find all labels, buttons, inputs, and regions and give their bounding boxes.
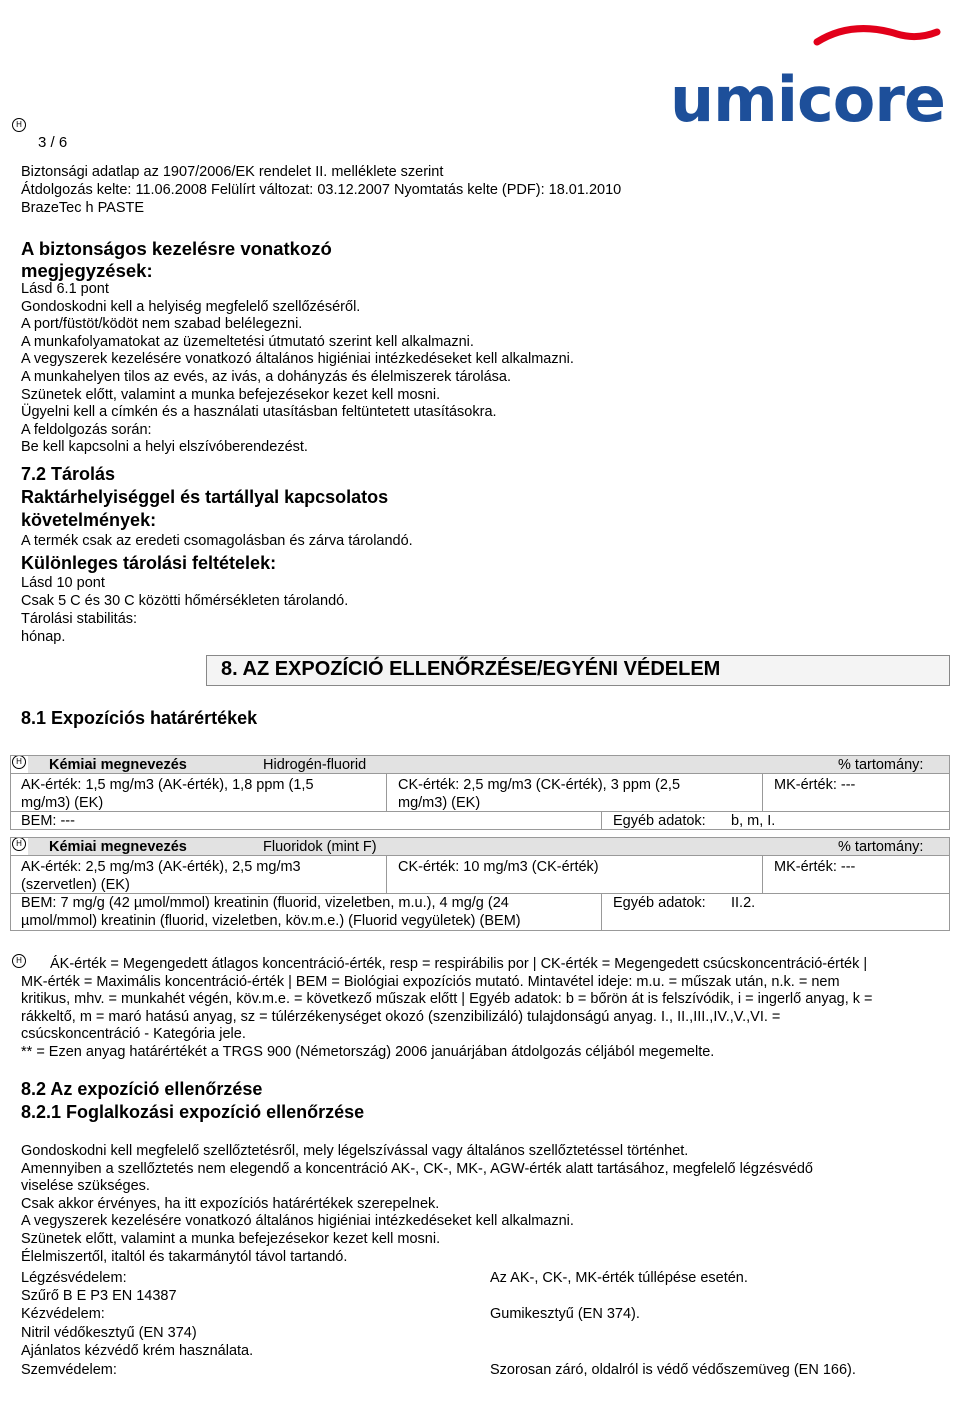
table-2-ak-2: (szervetlen) (EK) xyxy=(21,877,130,893)
handling-title-2: megjegyzések: xyxy=(21,260,153,281)
exposure-line-2: Amennyiben a szellőztetés nem elegendő a koncentráció AK-, CK-, MK-, AGW-érték alatt tartásához, megfelelő légzésvédő xyxy=(21,1160,813,1177)
table-1-egyeb-label: Egyéb adatok: xyxy=(613,813,706,829)
storage-heading: 7.2 Tárolás xyxy=(21,464,116,484)
section-8-title: 8. AZ EXPOZÍCIÓ ELLENŐRZÉSE/EGYÉNI VÉDELEM xyxy=(221,658,721,680)
exposure-line-6: Szünetek előtt, valamint a munka befejezésekor kezet kell mosni. xyxy=(21,1231,441,1247)
header-line-2: Átdolgozás kelte: 11.06.2008 Felülírt változat: 03.12.2007 Nyomtatás kelte (PDF): 18.01.2010 xyxy=(21,182,622,198)
table-2-mk: MK-érték: --- xyxy=(774,859,856,875)
exposure-table-1 xyxy=(10,755,950,830)
h-mark-icon: H xyxy=(12,954,26,968)
handling-line-6: A munkahelyen tilos az evés, az ivás, a dohányzás és élelmiszerek tárolása. xyxy=(21,369,512,385)
respiratory-value: Az AK-, CK-, MK-érték túllépése esetén. xyxy=(490,1270,748,1286)
table-2-label: Kémiai megnevezés xyxy=(49,839,187,855)
respiratory-filter: Szűrő B E P3 EN 14387 xyxy=(21,1288,177,1304)
table-2-egyeb-label: Egyéb adatok: xyxy=(613,895,706,911)
table-2-bem-1: BEM: 7 mg/g (42 µmol/mmol) kreatinin (fluorid, vizeletben, m.u.), 4 mg/g (24 xyxy=(21,895,509,911)
handling-line-8: Ügyelni kell a címkén és a használati utasításban feltüntetett utasításokra. xyxy=(21,404,497,421)
table-1-ck-2: mg/m3) (EK) xyxy=(398,795,481,811)
storage-sub-1b: követelmények: xyxy=(21,510,157,530)
legend-line-6: ** = Ezen anyag határértékét a TRGS 900 (Németország) 2006 januárjában átdolgozás céljából megemelte. xyxy=(21,1044,715,1060)
exposure-line-4: Csak akkor érvényes, ha itt expozíciós határértékek szerepelnek. xyxy=(21,1195,440,1212)
table-1-pct: % tartomány: xyxy=(838,757,924,773)
respiratory-label: Légzésvédelem: xyxy=(21,1270,127,1286)
legend-line-5: csúcskoncentráció - Kategória jele. xyxy=(21,1026,246,1043)
section-8-2-heading: 8.2 Az expozíció ellenőrzése xyxy=(21,1079,263,1099)
table-1-bem: BEM: --- xyxy=(21,813,75,829)
exposure-line-3: viselése szükséges. xyxy=(21,1178,150,1195)
handling-line-4: A munkafolyamatokat az üzemeltetési útmutató szerint kell alkalmazni. xyxy=(21,333,474,350)
handling-line-3: A port/füstöt/ködöt nem szabad belélegezni. xyxy=(21,316,303,333)
logo-wordmark: umicore xyxy=(670,63,945,136)
legend-line-4: rákkeltő, m = maró hatású anyag, sz = túlérzékenységet okozó (szenzibilizáló) tulajdonságú anyag. I., II.,III.,IV.,V.,VI. = xyxy=(21,1008,781,1025)
h-mark-icon: H xyxy=(12,755,26,769)
eye-value: Szorosan záró, oldalról is védő védőszemüveg (EN 166). xyxy=(490,1362,856,1378)
table-2-egyeb-value: II.2. xyxy=(731,895,756,911)
table-2-pct: % tartomány: xyxy=(838,839,924,855)
table-1-egyeb-value: b, m, I. xyxy=(731,813,776,829)
hand-label: Kézvédelem: xyxy=(21,1306,105,1322)
storage-line-3: Csak 5 C és 30 C közötti hőmérsékleten tárolandó. xyxy=(21,593,349,609)
hand-line-2: Ajánlatos kézvédő krém használata. xyxy=(21,1343,254,1359)
exposure-table-2 xyxy=(10,837,950,931)
storage-sub-1a: Raktárhelyiséggel és tartállyal kapcsolatos xyxy=(21,487,389,507)
product-name: BrazeTec h PASTE xyxy=(21,200,145,216)
table-2-bem-2: µmol/mmol) kreatinin (fluorid, vizeletben, köv.m.e.) (Fluorid vegyületek) (BEM) xyxy=(21,913,521,929)
exposure-line-7: Élelmiszertől, italtól és takarmánytól távol tartandó. xyxy=(21,1248,348,1265)
storage-line-5: hónap. xyxy=(21,629,66,645)
table-1-label: Kémiai megnevezés xyxy=(49,757,187,773)
legend-line-2: MK-érték = Maximális koncentráció-érték | BEM = Biológiai expozíciós mutató. Mintavétel ideje: m.u. = műszak után, n.k. = nem xyxy=(21,973,840,990)
exposure-line-5: A vegyszerek kezelésére vonatkozó általános higiéniai intézkedéseket kell alkalmazni. xyxy=(21,1213,574,1230)
handling-line-2: Gondoskodni kell a helyiség megfelelő szellőzéséről. xyxy=(21,298,361,315)
table-1-ak-2: mg/m3) (EK) xyxy=(21,795,104,811)
storage-line-1: A termék csak az eredeti csomagolásban és zárva tárolandó. xyxy=(21,533,413,549)
exposure-line-1: Gondoskodni kell megfelelő szellőztetésről, mely légelszívással vagy általános szellőztetéssel történhet. xyxy=(21,1143,689,1159)
handling-line-10: Be kell kapcsolni a helyi elszívóberendezést. xyxy=(21,439,308,456)
h-mark-icon: H xyxy=(12,118,26,132)
storage-line-2: Lásd 10 pont xyxy=(21,575,105,591)
table-1-ck-1: CK-érték: 2,5 mg/m3 (CK-érték), 3 ppm (2,5 xyxy=(398,777,681,793)
table-2-chemical-name: Fluoridok (mint F) xyxy=(263,839,377,855)
hand-line-1: Nitril védőkesztyű (EN 374) xyxy=(21,1325,197,1341)
logo-mark-icon xyxy=(812,22,942,52)
handling-line-7: Szünetek előtt, valamint a munka befejezésekor kezet kell mosni. xyxy=(21,386,441,403)
hand-value: Gumikesztyű (EN 374). xyxy=(490,1306,640,1322)
table-1-chemical-name: Hidrogén-fluorid xyxy=(263,757,367,773)
table-2-ak-1: AK-érték: 2,5 mg/m3 (AK-érték), 2,5 mg/m3 xyxy=(21,859,301,875)
section-8-banner xyxy=(206,655,950,686)
header-line-1: Biztonsági adatlap az 1907/2006/EK rendelet II. melléklete szerint xyxy=(21,164,444,180)
eye-label: Szemvédelem: xyxy=(21,1362,117,1378)
page-number: 3 / 6 xyxy=(38,134,68,151)
handling-line-9: A feldolgozás során: xyxy=(21,421,152,438)
section-8-2-1-heading: 8.2.1 Foglalkozási expozíció ellenőrzése xyxy=(21,1102,365,1122)
storage-sub-2: Különleges tárolási feltételek: xyxy=(21,553,277,573)
legend-line-1: ÁK-érték = Megengedett átlagos koncentráció-érték, resp = respirábilis por | CK-érték = Megengedett csúcskoncentráció-érték | xyxy=(50,956,868,972)
handling-line-5: A vegyszerek kezelésére vonatkozó általános higiéniai intézkedéseket kell alkalmazni. xyxy=(21,351,574,368)
table-1-mk: MK-érték: --- xyxy=(774,777,856,793)
table-2-ck-1: CK-érték: 10 mg/m3 (CK-érték) xyxy=(398,859,599,875)
h-mark-icon: H xyxy=(12,837,26,851)
storage-line-4: Tárolási stabilitás: xyxy=(21,611,138,627)
handling-title-1: A biztonságos kezelésre vonatkozó xyxy=(21,238,332,259)
legend-line-3: kritikus, mhv. = munkahét végén, köv.m.e. = következő műszak előtt | Egyéb adatok: b = bőrön át is felszívódik, i = ingerlő anyag, k = xyxy=(21,991,873,1008)
handling-line-1: Lásd 6.1 pont xyxy=(21,281,109,297)
table-1-ak-1: AK-érték: 1,5 mg/m3 (AK-érték), 1,8 ppm (1,5 xyxy=(21,777,314,793)
section-8-1-heading: 8.1 Expozíciós határértékek xyxy=(21,708,258,728)
